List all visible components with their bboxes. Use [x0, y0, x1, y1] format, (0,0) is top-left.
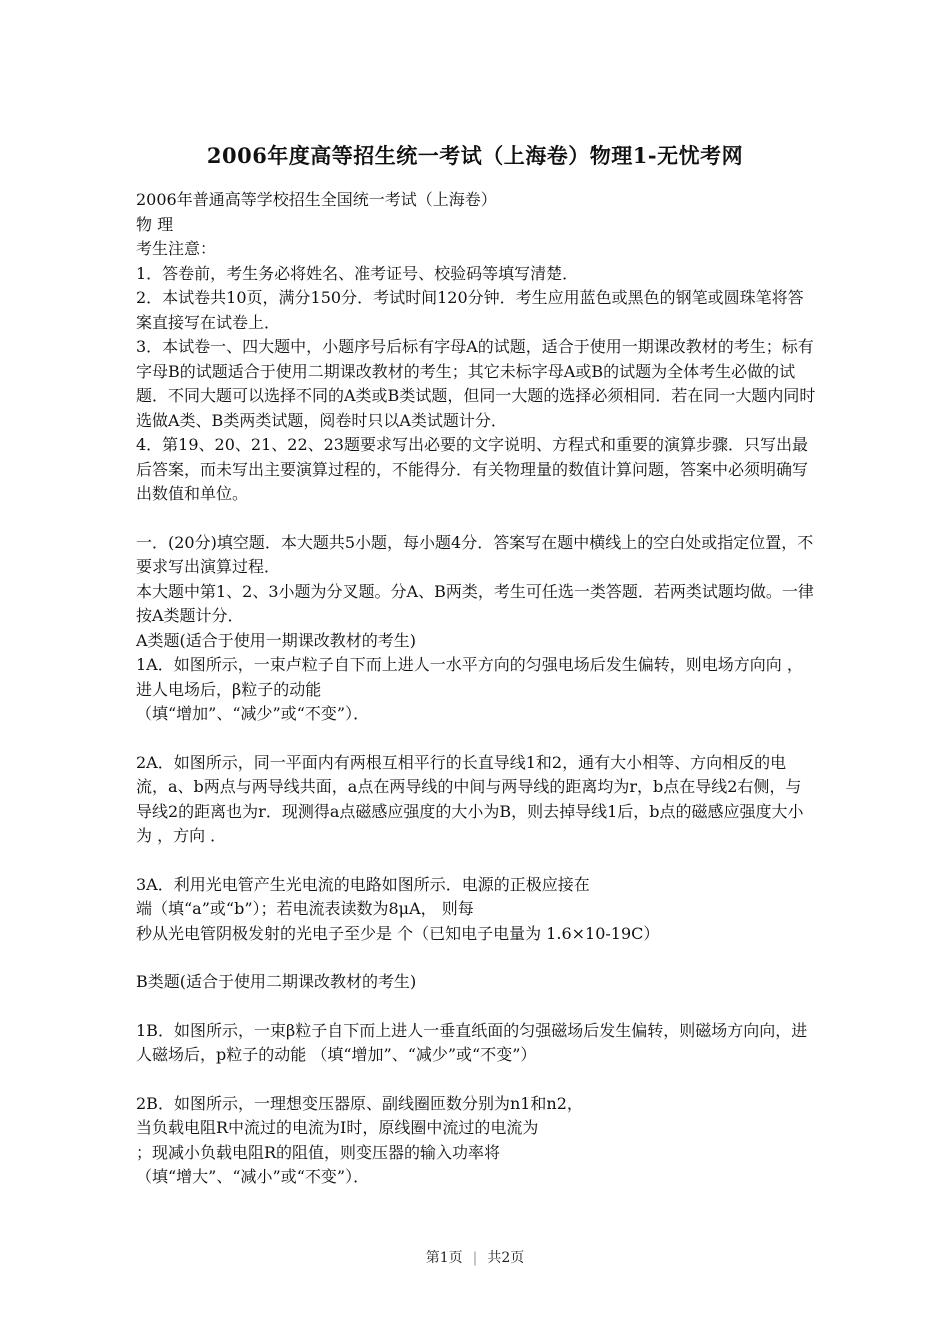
question-3a-line-2: 端（填“a”或“b”）；若电流表读数为8μA， 则每 [136, 899, 474, 918]
spacer [136, 995, 816, 1019]
spacer [136, 727, 816, 751]
question-3a-line-1: 3A．利用光电管产生光电流的电路如图所示．电源的正极应接在 [136, 874, 590, 894]
subject-name: 物 理 [136, 214, 174, 234]
page-footer [0, 1247, 950, 1267]
question-2b-line-4: （填“增大”、“减小”或“不变”）． [136, 1167, 370, 1186]
page-title: 2006年度高等招生统一考试（上海卷）物理1-无忧考网 [206, 143, 744, 168]
section-1-rule: 本大题中第1、2、3小题为分叉题。分A、B两类，考生可任选一类答题．若两类试题均做。一律按A类题计分． [136, 581, 814, 625]
category-a-heading: A类题(适合于使用一期课改教材的考生) [136, 630, 417, 650]
footer-separator: | [472, 1250, 478, 1266]
spacer [136, 849, 816, 873]
question-2a: 2A．如图所示，同一平面内有两根互相平行的长直导线1和2，通有大小相等、方向相反的电流，a、b两点与两导线共面，a点在两导线的中间与两导线的距离均为r，b点在导线2右侧，与导线2的距离也为r．现测得a点磁感应强度的大小为B，则去掉导线1后，b点的磁感应强度大小为 ，方向 ． [136, 752, 804, 845]
notice-item-1: 1．答卷前，考生务必将姓名、准考证号、校验码等填写清楚． [136, 263, 579, 283]
question-1a: 1A．如图所示，一束卢粒子自下而上进人一水平方向的匀强电场后发生偏转，则电场方向向 ，进人电场后，β粒子的动能 [136, 655, 803, 699]
section-1-header: 一．(20分)填空题．本大题共5小题，每小题4分．答案写在题中横线上的空白处或指定位置，不要求写出演算过程． [136, 532, 814, 576]
question-3a-line-3: 秒从光电管阴极发射的光电子至少是 个（已知电子电量为 1.6×10-19C） [136, 923, 660, 943]
question-1a-options: （填“增加”、“减少”或“不变”）． [136, 704, 370, 723]
spacer [136, 1068, 816, 1092]
notice-item-3: 3．本试卷一、四大题中，小题序号后标有字母A的试题，适合于使用一期课改教材的考生；标有字母B的试题适合于使用二期课改教材的考生；其它未标字母A或B的试题为全体考生必做的试题．不同大题可以选择不同的A类或B类试题，但同一大题的选择必须相同．若在同一大题内同时选做A类、B类两类试题，阅卷时只以A类试题计分． [136, 337, 816, 430]
page-current: 第1页 [425, 1250, 463, 1266]
notice-item-2: 2．本试卷共10页，满分150分．考试时间120分钟．考生应用蓝色或黑色的钢笔或圆珠笔将答案直接写在试卷上． [136, 288, 804, 332]
notice-item-4: 4．第19、20、21、22、23题要求写出必要的文字说明、方程式和重要的演算步骤．只写出最后答案，而未写出主要演算过程的，不能得分．有关物理量的数值计算问题，答案中必须明确写出数值和单位。 [136, 435, 809, 503]
exam-name: 2006年普通高等学校招生全国统一考试（上海卷） [136, 190, 497, 209]
document-body [136, 188, 816, 1190]
category-b-heading: B类题(适合于使用二期课改教材的考生) [136, 972, 417, 991]
question-2b-line-2: 当负载电阻R中流过的电流为I时，原线圈中流过的电流为 [136, 1118, 539, 1137]
page-total: 共2页 [487, 1250, 525, 1266]
question-1b: 1B．如图所示，一束β粒子自下而上进人一垂直纸面的匀强磁场后发生偏转，则磁场方向向，进人磁场后，p粒子的动能 （填“增加”、“减少”或“不变”） [136, 1020, 808, 1064]
notice-heading: 考生注意： [136, 239, 217, 258]
question-2b-line-3: ；现减小负载电阻R的阻值，则变压器的输入功率将 [136, 1142, 501, 1162]
question-2b-line-1: 2B．如图所示，一理想变压器原、副线圈匝数分别为n1和n2， [136, 1093, 583, 1113]
spacer [136, 507, 816, 531]
spacer [136, 946, 816, 970]
